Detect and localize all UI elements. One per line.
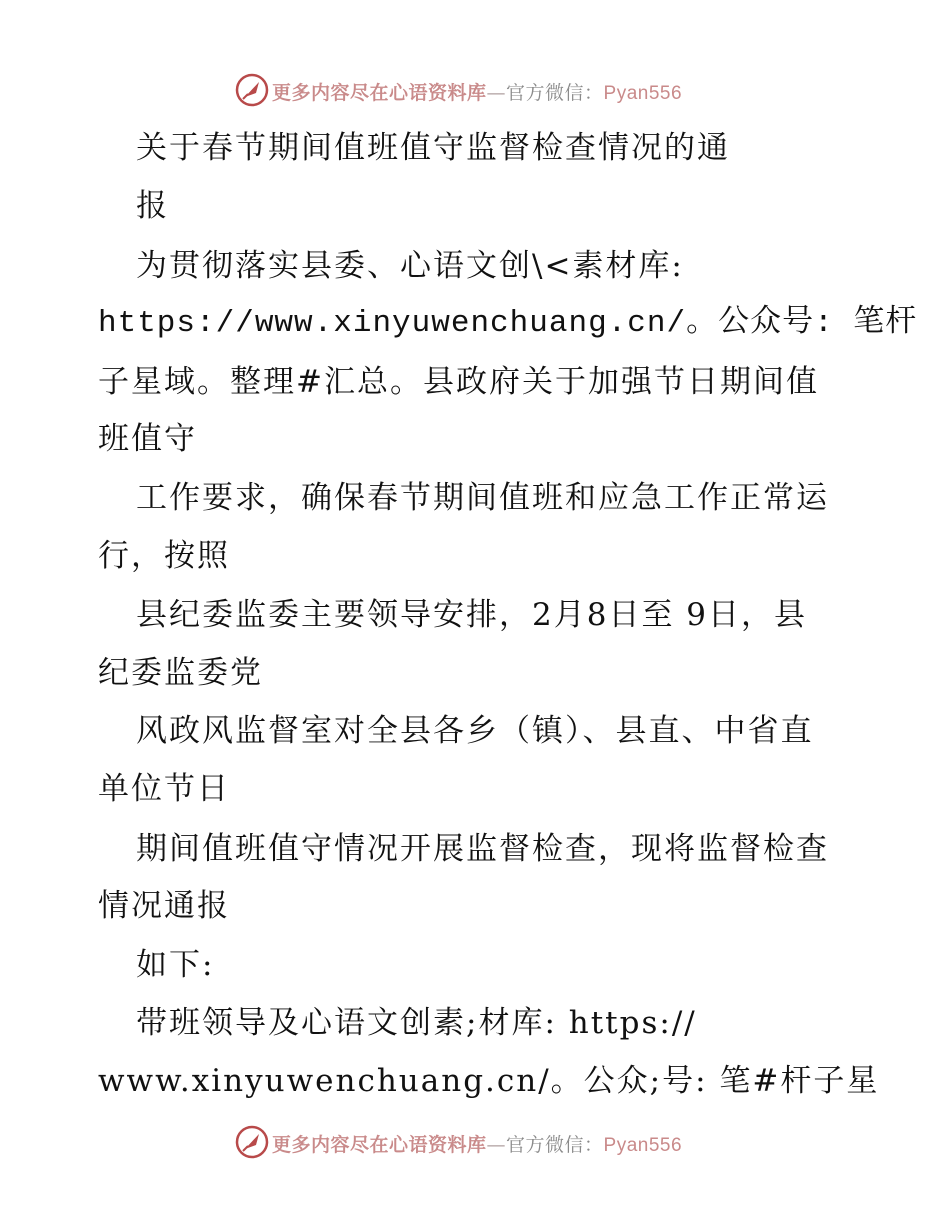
doc-line: 行，按照	[98, 538, 230, 574]
doc-line: www.xinyuwenchuang.cn/。公众;号: 笔#杆子星	[98, 1063, 880, 1099]
banner-separator: —	[486, 82, 507, 104]
doc-line: 单位节日	[98, 771, 230, 807]
banner-wechat-label: 官方微信：	[506, 82, 604, 104]
doc-line: 风政风监督室对全县各乡（镇）、县直、中省直	[136, 713, 814, 749]
doc-title-line-1: 关于春节期间值班值守监督检查情况的通	[136, 130, 730, 166]
doc-line: 子星域。整理#汇总。县政府关于加强节日期间值	[98, 364, 819, 400]
banner-wechat-id: Pyan556	[603, 1135, 683, 1156]
banner-prefix: 更多内容尽在心语资料库	[272, 1134, 487, 1156]
doc-line: 期间值班值守情况开展监督检查，现将监督检查	[136, 831, 829, 867]
doc-line: 带班领导及心语文创素;材库: https://	[136, 1005, 697, 1041]
doc-line: 县纪委监委主要领导安排，2月8日至 9日，县	[136, 597, 808, 633]
banner-text	[272, 78, 682, 105]
doc-line: 如下:	[136, 947, 215, 983]
banner-separator: —	[486, 1134, 507, 1156]
doc-line: https://www.xinyuwenchuang.cn/。公众号: 笔杆	[98, 306, 918, 341]
doc-line: 纪委监委党	[98, 655, 263, 691]
banner-wechat-id: Pyan556	[603, 83, 683, 104]
banner-wechat-label: 官方微信：	[506, 1134, 604, 1156]
doc-line: 工作要求，确保春节期间值班和应急工作正常运	[136, 480, 829, 516]
banner-text	[272, 1130, 682, 1157]
doc-line: 班值守	[98, 421, 197, 457]
doc-title-line-2: 报	[136, 188, 169, 224]
doc-line: 情况通报	[98, 888, 230, 924]
quill-logo-icon	[235, 73, 269, 107]
footer-banner	[0, 1122, 950, 1162]
doc-line: 为贯彻落实县委、心语文创\<素材库:	[136, 248, 684, 284]
header-banner	[0, 70, 950, 110]
quill-logo-icon	[235, 1125, 269, 1159]
banner-prefix: 更多内容尽在心语资料库	[272, 82, 487, 104]
